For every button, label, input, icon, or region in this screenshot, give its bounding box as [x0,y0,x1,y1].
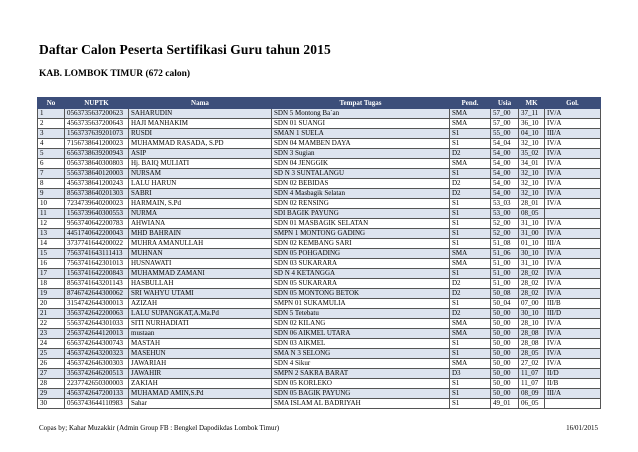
table-row [38,179,601,189]
cell-mk: 08_09 [519,389,545,399]
cell-tempat-tugas: SDN 5 Tetebatu [272,309,450,319]
cell-nuptk: 8563741643201143 [65,279,129,289]
cell-nama: NURMA [129,209,272,219]
cell-mk: 32_10 [519,179,545,189]
cell-nama: SITI NURHADIATI [129,319,272,329]
cell-gol: IV/A [545,259,601,269]
cell-mk: 28_02 [519,279,545,289]
cell-mk: 11_07 [519,369,545,379]
cell-usia: 51_06 [491,249,519,259]
cell-usia: 50_04 [491,299,519,309]
cell-nama: AZIZAH [129,299,272,309]
cell-tempat-tugas: SDN 05 SUKARARA [272,279,450,289]
cell-gol: IV/A [545,219,601,229]
cell-tempat-tugas: SMA ISLAM AL BADRIYAH [272,399,450,409]
cell-nuptk: 1563737639201073 [65,129,129,139]
cell-usia: 50_00 [491,389,519,399]
cell-no: 5 [38,149,65,159]
cell-no: 18 [38,279,65,289]
cell-gol: IV/A [545,109,601,119]
cell-nuptk: 7563741643111413 [65,249,129,259]
table-row [38,169,601,179]
cell-usia: 53_03 [491,199,519,209]
cell-usia: 55_00 [491,129,519,139]
table-row [38,239,601,249]
cell-pend: S1 [450,399,491,409]
cell-gol: IV/A [545,269,601,279]
cell-nuptk: 4451740642200043 [65,229,129,239]
cell-tempat-tugas: SDN 02 KILANG [272,319,450,329]
cell-gol: II/D [545,369,601,379]
cell-tempat-tugas: SDN 05 BAGIK PAYUNG [272,389,450,399]
cell-nuptk: 7234739640200023 [65,199,129,209]
cell-nama: SAHARUDIN [129,109,272,119]
cell-usia: 50_00 [491,339,519,349]
cell-pend: S1 [450,389,491,399]
cell-nama: HASBULLAH [129,279,272,289]
cell-usia: 51_00 [491,259,519,269]
cell-usia: 52_00 [491,219,519,229]
cell-pend: S1 [450,139,491,149]
cell-usia: 50_08 [491,289,519,299]
cell-pend: SMA [450,259,491,269]
cell-gol: IV/A [545,139,601,149]
cell-tempat-tugas: SDN 4 Masbagik Selatan [272,189,450,199]
document-title: Daftar Calon Peserta Sertifikasi Guru tahun 2015 [39,42,331,57]
cell-no: 16 [38,259,65,269]
cell-gol: IV/A [545,119,601,129]
cell-tempat-tugas: SDN 04 MAMBEN DAYA [272,139,450,149]
table-row [38,229,601,239]
cell-no: 9 [38,189,65,199]
cell-mk: 30_10 [519,249,545,259]
cell-usia: 54_00 [491,179,519,189]
cell-usia: 50_00 [491,349,519,359]
cell-tempat-tugas: SMPN 01 SUKAMULIA [272,299,450,309]
cell-nama: HAJI MANHAKIM [129,119,272,129]
cell-pend: SMA [450,119,491,129]
cell-pend: S1 [450,219,491,229]
cell-pend: D2 [450,179,491,189]
cell-nama: MUHRA AMANULLAH [129,239,272,249]
cell-gol: IV/A [545,159,601,169]
cell-no: 21 [38,309,65,319]
cell-pend: S1 [450,199,491,209]
cell-gol: IV/A [545,179,601,189]
cell-pend: SMA [450,329,491,339]
cell-tempat-tugas: SDN 02 KEMBANG SARI [272,239,450,249]
cell-nuptk: 9563740642200783 [65,219,129,229]
cell-tempat-tugas: SDN 4 Sikur [272,359,450,369]
cell-usia: 50_00 [491,359,519,369]
cell-no: 3 [38,129,65,139]
cell-mk: 01_10 [519,239,545,249]
table-row [38,329,601,339]
cell-usia: 57_00 [491,109,519,119]
cell-gol: III/A [545,239,601,249]
header-col-tempat-tugas: Tempat Tugas [272,98,450,109]
cell-nama: AHWIANA [129,219,272,229]
cell-gol: IV/A [545,319,601,329]
cell-mk: 27_02 [519,359,545,369]
table-row [38,139,601,149]
cell-nuptk: 3563742642200063 [65,309,129,319]
table-row [38,349,601,359]
cell-mk: 32_10 [519,169,545,179]
cell-usia: 50_00 [491,319,519,329]
header-col-no: No [38,98,65,109]
cell-nama: HUSNAWATI [129,259,272,269]
cell-usia: 57_00 [491,119,519,129]
cell-nuptk: 2237742650300003 [65,379,129,389]
table-row [38,309,601,319]
cell-no: 4 [38,139,65,149]
cell-no: 27 [38,369,65,379]
cell-pend: D2 [450,189,491,199]
table-row [38,389,601,399]
cell-gol: IV/A [545,199,601,209]
cell-nuptk: 3737741644200022 [65,239,129,249]
cell-gol: IV/A [545,329,601,339]
cell-usia: 54_00 [491,169,519,179]
cell-pend: D2 [450,289,491,299]
cell-nuptk: 7156738641200023 [65,139,129,149]
table-row [38,319,601,329]
candidate-table [37,97,601,409]
cell-nuptk: 1563739640300553 [65,209,129,219]
cell-gol [545,209,601,219]
cell-mk: 28_08 [519,329,545,339]
cell-nuptk: 0563738640300803 [65,159,129,169]
cell-gol: IV/A [545,359,601,369]
footer-date: 16/01/2015 [566,424,598,432]
cell-mk: 35_02 [519,149,545,159]
cell-mk: 34_01 [519,159,545,169]
cell-usia: 50_00 [491,309,519,319]
table-row [38,219,601,229]
cell-nama: Sahar [129,399,272,409]
cell-nama: MASEHUN [129,349,272,359]
cell-no: 12 [38,219,65,229]
cell-pend: S1 [450,239,491,249]
cell-mk: 37_11 [519,109,545,119]
table-row [38,209,601,219]
cell-mk: 31_00 [519,229,545,239]
cell-nama: LALU SUPANGKAT,A.Ma.Pd [129,309,272,319]
cell-usia: 50_00 [491,329,519,339]
cell-nama: Hj. BAIQ MULIATI [129,159,272,169]
cell-no: 19 [38,289,65,299]
cell-nama: mustaan [129,329,272,339]
cell-no: 22 [38,319,65,329]
cell-nuptk: 1563741642200843 [65,269,129,279]
cell-gol: III/D [545,309,601,319]
header-col-mk: MK [519,98,545,109]
cell-nama: RUSDI [129,129,272,139]
cell-tempat-tugas: SMPN 1 MONTONG GADING [272,229,450,239]
cell-usia: 51_00 [491,269,519,279]
cell-tempat-tugas: SDN 04 JENGGIK [272,159,450,169]
cell-mk: 11_07 [519,379,545,389]
cell-tempat-tugas: SDN 05 MONTONG BETOK [272,289,450,299]
table-row [38,369,601,379]
cell-nuptk: 5563738640120003 [65,169,129,179]
table-row [38,129,601,139]
cell-mk: 28_10 [519,319,545,329]
cell-nuptk: 3154742644300013 [65,299,129,309]
cell-tempat-tugas: SMPN 2 SAKRA BARAT [272,369,450,379]
header-col-nuptk: NUPTK [65,98,129,109]
cell-usia: 51_08 [491,239,519,249]
cell-nama: HARMAIN, S.Pd [129,199,272,209]
table-row [38,289,601,299]
cell-usia: 53_00 [491,209,519,219]
table-row [38,109,601,119]
cell-no: 1 [38,109,65,119]
table-row [38,159,601,169]
cell-pend: S1 [450,349,491,359]
cell-pend: D3 [450,369,491,379]
cell-nuptk: 8746742644300062 [65,289,129,299]
cell-tempat-tugas: SDN 02 RENSING [272,199,450,209]
cell-no: 7 [38,169,65,179]
header-col-nama: Nama [129,98,272,109]
cell-tempat-tugas: SD N 3 SUNTALANGU [272,169,450,179]
cell-nama: MHD BAHRAIN [129,229,272,239]
cell-pend: SMA [450,359,491,369]
cell-mk: 28_02 [519,269,545,279]
cell-tempat-tugas: SDN 03 AIKMEL [272,339,450,349]
cell-mk: 06_05 [519,399,545,409]
cell-tempat-tugas: SDN 02 BEBIDAS [272,179,450,189]
cell-nuptk: 3563742646200513 [65,369,129,379]
cell-mk: 36_10 [519,119,545,129]
cell-nuptk: 8563738640201303 [65,189,129,199]
cell-nuptk: 4563742646300303 [65,359,129,369]
cell-mk: 07_00 [519,299,545,309]
cell-no: 25 [38,349,65,359]
cell-pend: SMA [450,109,491,119]
cell-no: 24 [38,339,65,349]
table-row [38,199,601,209]
header-col-usia: Usia [491,98,519,109]
cell-tempat-tugas: SDN 06 AIKMEL UTARA [272,329,450,339]
cell-nama: MUHAMAD AMIN,S.Pd [129,389,272,399]
cell-tempat-tugas: SDN 01 MASBAGIK SELATAN [272,219,450,229]
cell-pend: D2 [450,279,491,289]
cell-mk: 28_02 [519,289,545,299]
cell-usia: 51_00 [491,279,519,289]
cell-gol [545,399,601,409]
cell-no: 30 [38,399,65,409]
cell-mk: 28_01 [519,199,545,209]
cell-pend: S1 [450,209,491,219]
cell-pend: D2 [450,309,491,319]
cell-tempat-tugas: SDI BAGIK PAYUNG [272,209,450,219]
cell-pend: S1 [450,129,491,139]
cell-nuptk: 6563738639200943 [65,149,129,159]
cell-pend: S1 [450,229,491,239]
cell-no: 8 [38,179,65,189]
cell-pend: SMA [450,319,491,329]
cell-nuptk: 4563738641200243 [65,179,129,189]
cell-nama: MUHNAN [129,249,272,259]
cell-nama: MUHAMMAD RASADA, S.PD [129,139,272,149]
cell-mk: 08_05 [519,209,545,219]
table-row [38,249,601,259]
cell-pend: SMA [450,249,491,259]
cell-tempat-tugas: SDN 5 Montong Ba`an [272,109,450,119]
cell-nuptk: 0563735637200623 [65,109,129,119]
cell-usia: 52_00 [491,229,519,239]
cell-gol: III/A [545,389,601,399]
table-row [38,299,601,309]
cell-tempat-tugas: SDN 05 POHGADING [272,249,450,259]
cell-nama: ZAKIAH [129,379,272,389]
cell-usia: 54_00 [491,159,519,169]
cell-nuptk: 0563743644110983 [65,399,129,409]
cell-nuptk: 2563742644120013 [65,329,129,339]
cell-tempat-tugas: SDN 01 SUANGI [272,119,450,129]
cell-no: 14 [38,239,65,249]
cell-gol: IV/A [545,249,601,259]
cell-usia: 54_04 [491,139,519,149]
table-row [38,279,601,289]
cell-nuptk: 5563742644301033 [65,319,129,329]
table-row [38,119,601,129]
cell-mk: 32_10 [519,139,545,149]
cell-no: 26 [38,359,65,369]
table-row [38,359,601,369]
cell-gol: II/B [545,379,601,389]
header-col-pend: Pend. [450,98,491,109]
table-row [38,189,601,199]
cell-mk: 31_10 [519,219,545,229]
cell-mk: 04_10 [519,129,545,139]
cell-mk: 31_10 [519,259,545,269]
cell-mk: 28_08 [519,339,545,349]
cell-nama: MASTAH [129,339,272,349]
cell-tempat-tugas: SDN 05 KORLEKO [272,379,450,389]
table-row [38,399,601,409]
cell-no: 15 [38,249,65,259]
cell-pend: S1 [450,379,491,389]
cell-gol: IV/A [545,349,601,359]
cell-pend: S1 [450,299,491,309]
footer-credit: Copas by; Kahar Muzakkir (Admin Group FB : Bengkel Dapodikdas Lombok Timur) [39,424,280,432]
cell-pend: S1 [450,169,491,179]
cell-gol: IV/A [545,339,601,349]
cell-usia: 54_00 [491,149,519,159]
cell-pend: S1 [450,339,491,349]
cell-usia: 50_00 [491,379,519,389]
cell-no: 2 [38,119,65,129]
cell-gol: IV/A [545,149,601,159]
cell-gol: III/B [545,299,601,309]
cell-gol: IV/A [545,279,601,289]
cell-usia: 49_01 [491,399,519,409]
table-header-row [38,98,601,109]
table-row [38,149,601,159]
cell-mk: 30_10 [519,309,545,319]
cell-nuptk: 7563741642301013 [65,259,129,269]
cell-nuptk: 6563742644300743 [65,339,129,349]
cell-nama: SABRI [129,189,272,199]
cell-gol: IV/A [545,289,601,299]
cell-nama: SRI WAHYU UTAMI [129,289,272,299]
table-row [38,379,601,389]
cell-tempat-tugas: SD N 4 KETANGGA [272,269,450,279]
cell-nama: NURSAM [129,169,272,179]
cell-tempat-tugas: SDN 3 Sugian [272,149,450,159]
cell-nama: ASIP [129,149,272,159]
cell-nama: LALU HARUN [129,179,272,189]
cell-no: 23 [38,329,65,339]
document-subtitle: KAB. LOMBOK TIMUR (672 calon) [39,69,191,79]
cell-tempat-tugas: SDN 03 SUKARARA [272,259,450,269]
cell-pend: S1 [450,269,491,279]
table-row [38,269,601,279]
cell-gol: IV/A [545,229,601,239]
cell-no: 6 [38,159,65,169]
cell-usia: 54_00 [491,189,519,199]
cell-nuptk: 4563742647200133 [65,389,129,399]
cell-no: 28 [38,379,65,389]
cell-nama: JAWAHIR [129,369,272,379]
cell-no: 11 [38,209,65,219]
cell-nuptk: 4563742643200323 [65,349,129,359]
cell-nama: MUHAMMAD ZAMANI [129,269,272,279]
cell-nuptk: 4563735637200643 [65,119,129,129]
cell-no: 29 [38,389,65,399]
cell-no: 20 [38,299,65,309]
cell-pend: SMA [450,159,491,169]
table-row [38,259,601,269]
cell-no: 13 [38,229,65,239]
cell-gol: IV/A [545,189,601,199]
cell-usia: 50_00 [491,369,519,379]
cell-nama: JAWARIAH [129,359,272,369]
cell-pend: D2 [450,149,491,159]
cell-tempat-tugas: SMAN 1 SUELA [272,129,450,139]
cell-gol: III/A [545,129,601,139]
cell-no: 17 [38,269,65,279]
table-row [38,339,601,349]
cell-mk: 28_05 [519,349,545,359]
cell-tempat-tugas: SMA N 3 SELONG [272,349,450,359]
header-col-gol: Gol. [545,98,601,109]
cell-gol: IV/A [545,169,601,179]
cell-mk: 32_10 [519,189,545,199]
cell-no: 10 [38,199,65,209]
